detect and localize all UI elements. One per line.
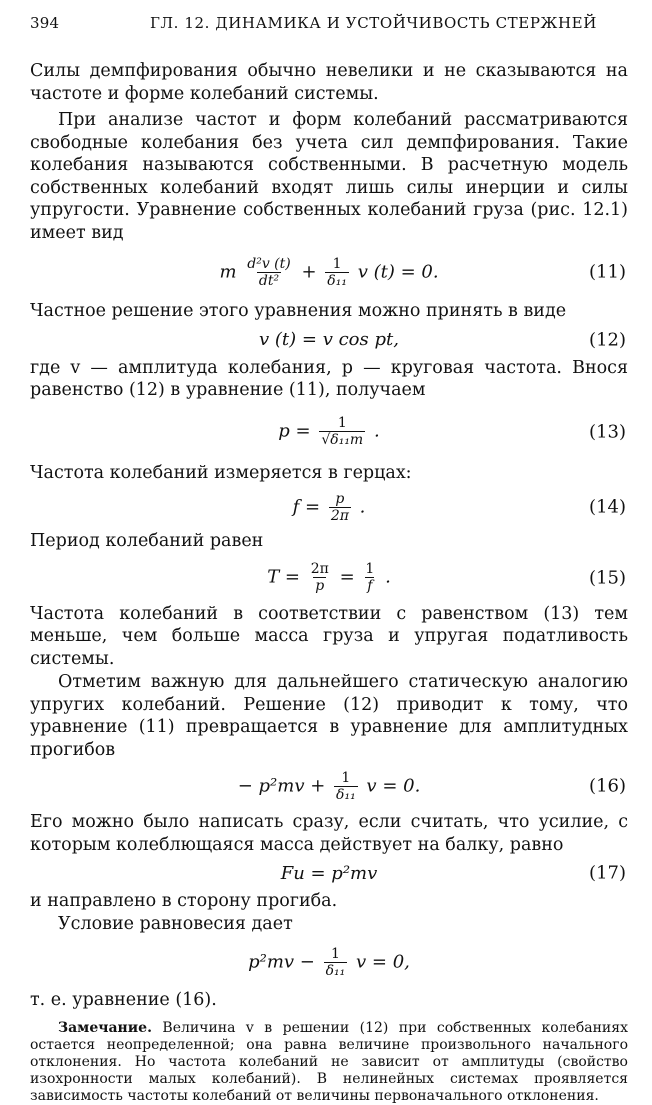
eq15-denominator: p	[315, 578, 325, 594]
paragraph-equilibrium: Условие равновесия дает	[58, 913, 293, 934]
eq14-end: .	[359, 496, 366, 517]
eq17-number: (17)	[589, 862, 626, 884]
eq11-fraction	[245, 256, 292, 289]
eq11-fraction-2	[325, 256, 349, 289]
remark-title: Замечание.	[58, 1019, 152, 1036]
eq13-lhs: p =	[278, 420, 311, 442]
eq13-number: (13)	[589, 421, 626, 442]
equation-17	[30, 856, 628, 890]
eq16-one: 1	[341, 769, 351, 786]
paragraph-damping: Силы демпфирования обычно невелики и не сказываются на частоте и форме колебаний системы.	[30, 61, 628, 104]
eq12-text: v (t) = v cos pt,	[259, 329, 399, 350]
running-head: ГЛ. 12. ДИНАМИКА И УСТОЙЧИВОСТЬ СТЕРЖНЕЙ	[150, 14, 597, 32]
paragraph-amplitude: где v — амплитуда колебания, p — круговая частота. Внося равенство (12) в уравнение (11), получаем	[30, 357, 628, 400]
paragraph-force: Его можно было написать сразу, если считать, что усилие, с которым колеблющаяся масса действует на балку, равно	[30, 812, 628, 855]
equation-15	[30, 553, 628, 603]
page-header	[30, 14, 628, 40]
paragraph-frequency-mass: Частота колебаний в соответствии с равенством (13) тем меньше, чем больше масса груза и упругая податливость системы.	[30, 603, 628, 669]
eq13-denominator: √δ₁₁m	[321, 432, 364, 448]
eq13-end: .	[373, 420, 380, 442]
eqx-rest: v = 0,	[356, 951, 410, 972]
eq11-numerator: d²v (t)	[247, 255, 291, 272]
eq11-rest: v (t) = 0.	[357, 261, 439, 282]
equation-16	[30, 761, 628, 811]
eq17-text: Fи = p²mv	[280, 862, 378, 884]
eqx-delta: δ₁₁	[325, 962, 346, 979]
eq15-end: .	[385, 566, 391, 588]
eq16-rest: v = 0.	[366, 775, 421, 796]
eq11-one: 1	[332, 255, 342, 272]
eqx-one: 1	[330, 945, 340, 962]
eq11-number: (11)	[589, 261, 626, 283]
page-number: 394	[30, 14, 60, 32]
paragraph-static-analogy: Отметим важную для дальнейшего статическую аналогию упругих колебаний. Решение (12) приводит к тому, что уравнение (11) превращается в уравнение для амплитудных прогибов	[30, 672, 628, 760]
eq12-number: (12)	[589, 329, 626, 350]
eq11-plus: +	[301, 261, 317, 282]
equation-12	[30, 323, 628, 357]
eq14-numerator: p	[335, 490, 345, 507]
eq16-fraction	[334, 770, 358, 803]
eq14-lhs: f =	[292, 496, 321, 517]
eq15-lhs: T =	[267, 566, 300, 588]
eq15-numerator: 2π	[310, 561, 329, 577]
paragraph-ie: т. е. уравнение (16).	[30, 990, 217, 1010]
eq13-fraction	[319, 415, 365, 448]
equation-unnumbered	[30, 935, 628, 989]
equation-11	[30, 244, 628, 300]
equation-14	[30, 484, 628, 530]
eq16-delta: δ₁₁	[336, 786, 356, 803]
paragraph-free-vibrations: При анализе частот и форм колебаний рассматриваются свободные колебания без учета сил демпфирования. Такие колебания называются собственными. В расчетную модель собственных колебаний входят лишь силы инерции и силы упругости. Уравнение собственных колебаний груза (рис. 12.1) имеет вид	[30, 110, 628, 243]
eqx-lhs: p²mv −	[248, 951, 315, 972]
eq15-number: (15)	[589, 567, 626, 588]
eq16-lhs: − p²mv +	[237, 775, 326, 796]
eq11-m: m	[219, 261, 237, 282]
paragraph-hertz: Частота колебаний измеряется в герцах:	[30, 462, 412, 483]
eq15-numerator-2: 1	[365, 561, 375, 577]
equation-13	[30, 402, 628, 462]
eq13-one: 1	[337, 415, 347, 431]
remark	[30, 1020, 628, 1105]
eq15-fraction	[309, 561, 331, 594]
eq11-denominator: dt²	[258, 272, 280, 289]
eq15-fraction-2	[363, 561, 376, 594]
eq14-number: (14)	[589, 496, 626, 518]
paragraph-period: Период колебаний равен	[30, 531, 264, 551]
paragraph-particular-solution: Частное решение этого уравнения можно принять в виде	[30, 301, 567, 321]
eq11-delta: δ₁₁	[327, 272, 347, 289]
eq16-number: (16)	[589, 775, 626, 797]
remark-text: Величина v в решении (12) при собственных колебаниях остается неопределенной; она равна величине произвольного начального отклонения. Но частота колебаний не зависит от амплитуды (свойство изохронности малых колебаний). В нелинейных системах проявляется зависимость частоты колебаний от величины первоначального отклонения.	[30, 1019, 628, 1104]
eq15-equals: =	[339, 566, 355, 588]
eq14-denominator: 2π	[330, 507, 349, 524]
eq15-denominator-2: f	[367, 578, 373, 594]
paragraph-direction: и направлено в сторону прогиба.	[30, 891, 338, 911]
eq14-fraction	[329, 491, 351, 524]
eqx-fraction	[324, 946, 348, 979]
